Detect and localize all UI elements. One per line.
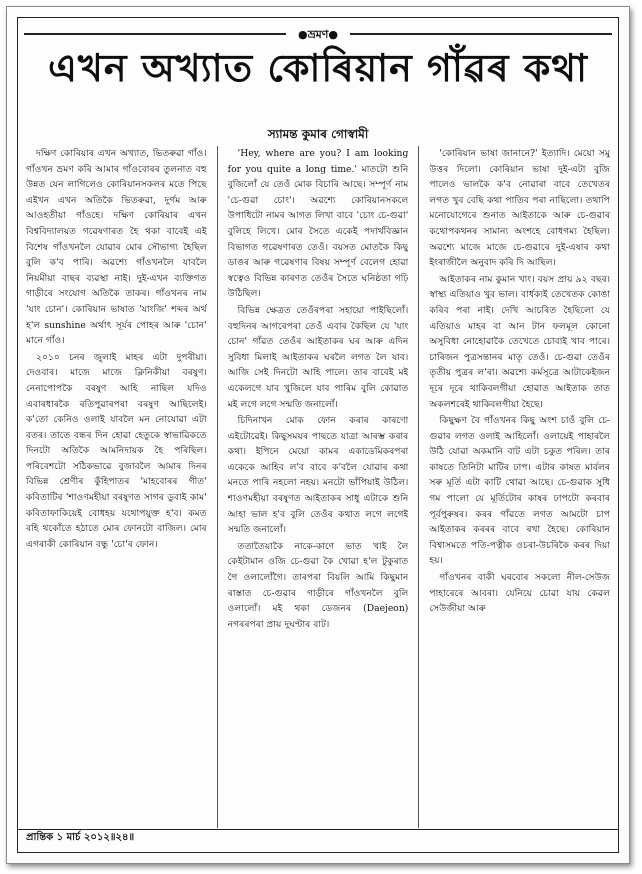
- section-rule-left: [24, 33, 286, 35]
- article-columns: [26, 146, 610, 828]
- paragraph: 'কোৰিয়ান ভাষা জানানে?' ইত্যাদি। মেয়ো সমু উত্তৰ দিলো। কোৰিয়ান ভাষা দুই-এটা বুজি পালেও ভালকৈ ক'ব নোৱাৰা বাবে তেখেতৰ লগত খুব বেছি কথা পাতিব পৰা নাছিলো। তথাপি মনোযোগেৰে শুনাত আইতাকে আৰু চে-গুৱাৰ কথোপকথনৰ সামান্য অংশহে বোধগম্য হৈছিল। অৱশ্যে মাজে মাজে চে-গুৱাৰে দুই-এষাৰ কথা ইংৰাজীলৈ অনুবাদ কৰি দি আছিল।: [429, 148, 611, 269]
- article-byline: স্যামন্ত কুমাৰ গোস্বামী: [267, 127, 369, 141]
- paragraph: 'Hey, where are you? I am looking for you quite a long time.' মাতটো শুনি বুজিলোঁ যে তেওঁ মোক বিচাৰি আছে। সম্পূৰ্ণ নাম 'চে-গুৱা চোং'। অৱশ্যে কোৰিয়ানসকলে উপাধিটো নামৰ আগত লিখা বাবে 'চোং চে-গুৱা' বুলিহে লিখে। মোৰ সৈতে একেই পদাৰ্থবিজ্ঞান বিভাগত গৱেষণাৰত তেওঁ। বয়সত মোতকৈ কিছু ডাঙৰ আৰু গৱেষণাৰ বিষয় সম্পূৰ্ণ বেলেগ হোৱা স্বত্বেও বিভিন্ন কাৰণত তেওঁৰ সৈতে ঘনিষ্ঠতা গঢ়ি উঠিছিল।: [227, 148, 409, 300]
- page-frame: [17, 17, 619, 853]
- column-1: [26, 146, 207, 828]
- paragraph: বিভিন্ন ক্ষেত্ৰত তেওঁৰপৰা সহায়ো পাইছিলোঁ। বহুদিনৰ আগৰেপৰা তেওঁ এবাৰ কৈছিল যে 'যাং চোন' গাঁৱত তেওঁৰ আইতাকৰ ঘৰ আৰু এদিন সুবিধা মিলাই আইতাকৰ ঘৰলৈ লগত লৈ যাব। আজি সেই দিনটো আহি পালে। তাৰ বাবেই মই একেলগে যাব খুজিলে যাব পাৰিম বুলি কোৱাত মই লগে লগে সন্মতি জনালোঁ।: [227, 304, 409, 410]
- paragraph: ২০১০ চনৰ জুলাই মাহৰ এটা দুপৰীয়া। দেওবাৰ। মাজে মাজে ক্লিনিকীয়া বৰষুণ। নেনাপোপকৈ বৰষুণ আহি নাছিল যদিও এবাৰধাৰকৈ ৰতিপুৱাৰপৰা বৰষুণ আছিলেই। ক'তো কেনিও ওলাই যাবলৈ মন নোযোৱা এটা বতৰ। তাতে বন্ধৰ দিন হোৱা হেতুকে স্বাভাৱিকতে দিনটো অতিকৈ আমনিদায়ক হৈ পৰিছিল। পৰিবেশটো সঠিকভাৱে বুজাবলৈ আমাৰ দিনৰ বিভিন্ন শ্ৰেণীৰ কুঁহিপাতৰ 'মাহবোৰৰ গীত' কবিতাটিৰ 'শাওণমহীয়া বৰষুণত সাগৰ ডুবাই কাম' কবিতাফাকিয়েই বোধহয় যথোপযুক্ত হ'ব। কমত বহি থকোঁতে হঠাতে মোৰ ফোনটো বাজিল। মোৰ এগৰাকী কোৰিয়ান বন্ধু 'চো'ৰ ফোন।: [26, 351, 207, 550]
- paragraph: চিদিনাখন মোক ফোন কৰাৰ কাৰণো এইটোৱেই। কিছুসময়ৰ পাছতে যাত্ৰা আৰম্ভ কৰাৰ কথা। ইপিনে মেয়ো কামৰ একাডেমিকৰপৰা একেকে আহিব ল'ব বাবে ক'বলৈ যোৱাৰ কথা মনতে পাৰি নহলো নহয়। মনটো ভাঁপিয়াই উঠিল। শাওণমহীয়া বৰষুণত আইতাকৰ সাধু এটাকে শুনি আহা ভাল হ'ব বুলি তেওঁৰ কথাত লগে লগেই সন্মতি জনালোঁ।: [227, 415, 409, 536]
- column-divider: [418, 146, 419, 828]
- paragraph: দক্ষিণ কোৰিয়াৰ এখন অখ্যাত, ভিতৰুৱা গাঁও। গাঁওখন ভ্ৰমণ কৰি আমাৰ গাঁওবোৰৰ তুলনাত বহু উন্নত যেন লাগিলেও কোৰিয়ানসকলৰ মতে পিছে এইখন এখন অতিকৈ ভিতৰুৱা, দুৰ্গম আৰু আওহতীয়া গাঁওহে। দক্ষিণ কোৰিয়াৰ এখন বিশ্ববিদ্যালয়ত গৱেষণাৰত হৈ থকা বাবেই এই বিশেষ গাঁওখনলৈ যোৱাৰ মোৰ সৌভাগ্য হৈছিল বুলি ক'ব পাৰি। অৱশ্যে গাঁওখনলৈ যাবলৈ নিয়মীয়া বাছৰ ব্যৱস্থা নাই। দুই-এখন ব্যক্তিগত গাড়ীৰে সংযোগ অতিকৈ তাকৰ। গাঁওখনৰ নাম 'যাং চোন'। কোৰিয়ান ভাষাত 'যাংজি' শব্দৰ অৰ্থ হ'ল sunshine অৰ্থাৎ সূৰ্যৰ পোহৰ আৰু 'চোন' মানে গাঁও।: [26, 148, 207, 347]
- column-2: [228, 146, 409, 828]
- section-rule-right: [350, 33, 612, 35]
- article-headline: এখন অখ্যাত কোৰিয়ান গাঁৱৰ কথা: [47, 45, 589, 90]
- section-header: [24, 26, 612, 40]
- paragraph: কিছুক্ষণ বৈ গাঁওখনৰ কিছু অংশ চাওঁ বুলি চে-গুৱাৰ লগত ওলাই আহিলোঁ। ওলায়েই পাহাৰলৈ উঠি যোৱা অকমানি বাট এটা চকুত পৰিল। তাৰ কাষতে তিনিটা মাটিৰ ঢাপ। এটাৰ কাষত মাৰ্বলৰ সৰু মূৰ্তি এটা কাটি থোৱা আছে। চে-গুৱাক সুধি গম পালো যে মূৰ্তিটোৰ কাষৰ ঢাপটো কৰবাৰ পূৰ্বপুৰুষৰ। কৰৰ গাঁৱতে লগত আমটো চাপ আইতাকৰ কৰৰৰ বাবে ৰখা হৈছে। কোৰিয়ান বিশ্বাসমতে পতি-পত্নীক ওচৰা-উচৰিকৈ কৰৰ দিয়া হয়।: [429, 415, 611, 567]
- page-footer: প্ৰান্তিক ১ মাৰ্চ ২০১২॥২৪॥: [26, 832, 135, 843]
- paragraph: গাঁওখনৰ বাকী ঘৰবোৰ সকলো নীল-সেউজ পাহাৰেৰে আবৰা। যেনিয়ে চোৱা যায় কেৱল সেউজীয়া আৰু: [429, 572, 611, 615]
- paragraph: আইতাকৰ নাম কুমান খাং। বয়স প্ৰায় ৯২ বছৰ। স্বাস্থ্য এতিয়াও খুব ভাল। বাৰ্ধক্যই তেখেতক কোঙা কৰিব পৰা নাই। দেখি আচৰিত হৈছিলো যে এতিয়াও মাহৰ বা আন টান ফলমূল কোনো অসুবিধা নোহোৱাকৈ তেখেতে চোবাই খাব পাৰে। চাৰিজন পুত্ৰসন্তানৰ মাতৃ তেওঁ। চে-গুৱা তেওঁৰ তৃতীয় পুত্ৰৰ ল'ৰা। অৱশ্যে কৰ্মসূত্ৰে আটাকেইজন দূৰে দূৰে থাকিবলগীয়া হোৱাত আইতাক তাত অকলশৰেই থাকিবলগীয়া হৈছে।: [429, 273, 611, 410]
- paragraph: ততাতৈয়াকৈ নাকে-কাণে ভাত খাই লৈ কেইটামান ওজি চে-গুৱা কৈ খোৱা হ'ল টুকুৰাত গৈ ওলালোঁগৈ। তাৰপৰা বিয়লি আমি কিছুমান ৰাস্তাত চে-গুৱাৰ গাড়ীৰে গাঁওখনলৈ বুলি ওলালোঁ। মই থকা ডেজনৰ (Daejeon) নগৰৰপৰা প্ৰায় দুঘণ্টাৰ বাট।: [227, 540, 409, 630]
- magazine-page: [6, 6, 630, 864]
- section-label: ●ভ্ৰমণ●: [297, 28, 339, 41]
- column-divider: [217, 146, 218, 828]
- column-3: [429, 146, 610, 828]
